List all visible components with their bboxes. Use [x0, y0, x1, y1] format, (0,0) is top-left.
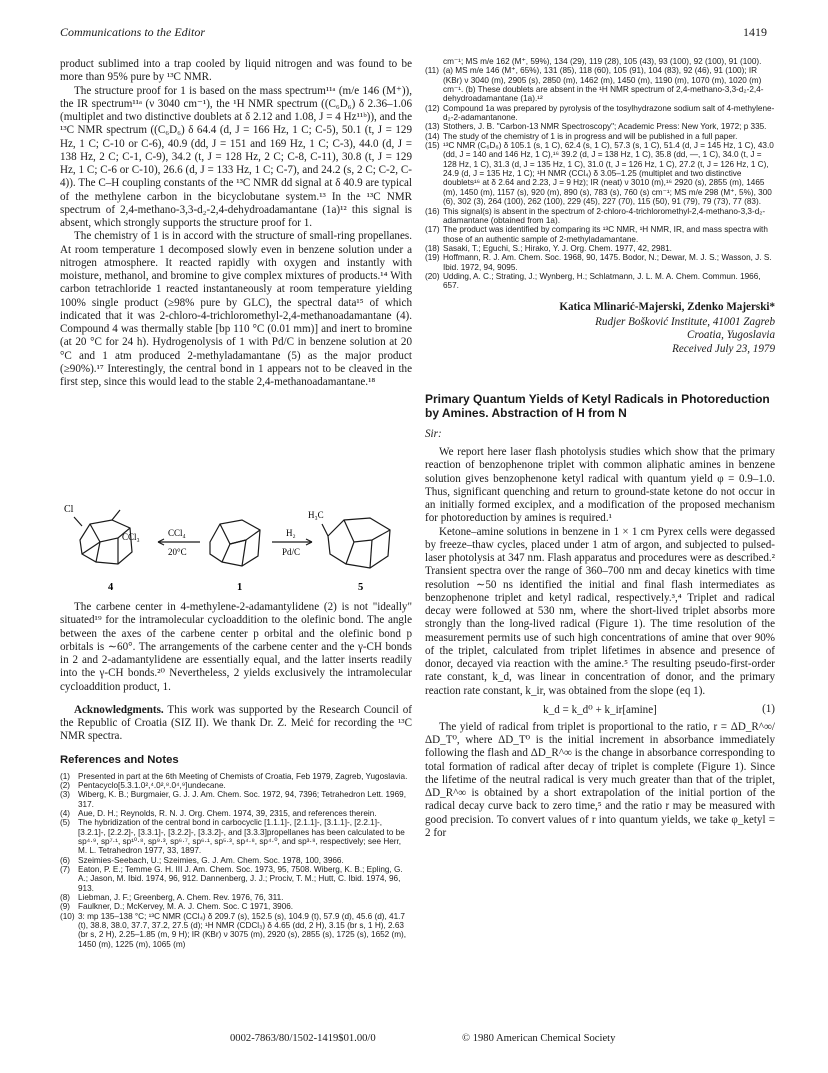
- compound-label-5: 5: [358, 582, 364, 593]
- reaction-scheme: [60, 502, 412, 597]
- footer-code: 0002-7863/80/1502-1419$01.00/0: [230, 1033, 376, 1044]
- reference-item: (8) Liebman, J. F.; Greenberg, A. Chem. Rev. 1976, 76, 311.: [60, 892, 284, 902]
- equation-text: k_d = k_d⁰ + k_ir[amine]: [543, 703, 657, 716]
- compound-1-structure: [210, 520, 260, 566]
- article-body: [425, 446, 775, 840]
- reference-item: (3) Wiberg, K. B.; Burgmaier, G. J. J. Am. Chem. Soc. 1972, 94, 7396; Tetrahedron Lett. 1969, 317.: [60, 790, 406, 809]
- reference-item: (9) Faulkner, D.; McKervey, M. A. J. Chem. Soc. C 1971, 3906.: [60, 902, 294, 912]
- reference-item: (1) Presented in part at the 6th Meeting of Chemists of Croatia, Feb 1979, Zagreb, Yugoslavia.: [60, 771, 408, 781]
- paragraph-structure-proof: The structure proof for 1 is based on the mass spectrum¹¹ᵃ (m/e 146 (M⁺)), the IR spectrum¹¹ᵃ (ν 3040 cm⁻¹), the ¹H NMR spectrum ((C₆D₆) δ 2.36–1.06 (multiplet and two distinctive doublets at δ 2.12 and 1.08, J = 4 Hz¹¹ᵇ)), and the ¹³C NMR spectrum ((C₆D₆) δ 64.4 (d, J = 166 Hz, 1 C; C-5), 50.1 (t, J = 129 Hz, 1 C; C-10 or C-6), 40.9 (dd, J = 151 and 169 Hz, 1 C; C-3), 44.0 (d, J = 138 Hz, 2 C; C-1, C-9), 34.2 (t, J = 128 Hz, 2 C; C-8, C-11), 30.8 (t, J = 129 Hz, 1 C; C-6 or C-10), 26.6 (d, J = 133 Hz, 1 C; C-7), and 24.2 (s, 2 C; C-2, C-4)). The C–H coupling constants of the ¹³C NMR dd signal at δ 40.9 are typical of the methylene carbon in the bicyclobutane system.¹³ In the ¹³C NMR spectrum of 2,4-methano-3,3-d₂-2,4-dehydroadamantane (1a)¹² this signal is absent, which strongly supports the structure proof for 1.: [60, 84, 412, 229]
- scheme-reagent2-bottom: Pd/C: [282, 547, 301, 557]
- reference-item: (12) Compound 1a was prepared by pyrolysis of the tosylhydrazone sodium salt of 4-methylene-d₂-2-adamantanone.: [425, 103, 775, 123]
- references-list-left: [60, 772, 412, 950]
- reference-item: (5) The hybridization of the central bond in carbocyclic [1.1.1]-, [2.1.1]-, [3.1.1]-, [2.2.1]-, [3.2.1]-, [2.2.2]-, [3.3.1]-, [3.2.2]-, [3.3.2]-, and [3.3.3]propellanes has been calculated to be sp⁴·⁹, sp⁷·¹, sp¹⁰·⁸, sp⁹·³, sp⁶·⁷, sp⁶·¹, sp⁵·³, sp⁴·⁸, sp⁴·⁰, and sp³·⁸, respectively; see Herr, M. L. Tetrahedron 1977, 33, 1897.: [60, 818, 405, 856]
- affiliation-line-2: Croatia, Yugoslavia: [687, 329, 775, 342]
- affiliation-line-1: Rudjer Bošković Institute, 41001 Zagreb: [595, 315, 775, 328]
- scheme-reagent2-top: H₂: [286, 528, 296, 538]
- reference-item: (17) The product was identified by comparing its ¹³C NMR, ¹H NMR, IR, and mass spectra with those of an authentic sample of 2-methyladamantane.: [425, 225, 768, 244]
- reference-item: (18) Sasaki, T.; Eguchi, S.; Hirako, Y. J. Org. Chem. 1977, 42, 2981.: [425, 243, 672, 253]
- reference-item: (4) Aue, D. H.; Reynolds, R. N. J. Org. Chem. 1974, 39, 2315, and references therein.: [60, 808, 377, 818]
- left-column-lower: [60, 601, 412, 949]
- right-column: [425, 57, 775, 840]
- paragraph-yield: The yield of radical from triplet is proportional to the ratio, r = ΔD_R^∞/ΔD_T⁰, where ΔD_T⁰ is the initial increment in absorbance immediately following the flash and ΔD_R^∞ is the change in absorbance corresponding to total formation of radical after decay of triplet is complete (Figure 1). Since the lifetime of the neutral radical is very much greater than that of the triplet, ΔD_R^∞ is obtained by a short extrapolation of the initial portion of the radical decay curve back to zero time,⁵ and the ratio r may be measured with good precision. To convert values of r into quantum yields, we take φ_ketyl = 2 for: [425, 720, 775, 839]
- reference-item: (14) The study of the chemistry of 1 is in progress and will be published in a full paper.: [425, 131, 738, 141]
- reference-item: (2) Pentacyclo[5.3.1.0²,⁴.0²,⁸.0⁴,⁹]undecane.: [60, 780, 226, 790]
- scheme-label-ccl3: CCl₃: [122, 532, 140, 542]
- running-head: Communications to the Editor: [60, 25, 205, 39]
- paragraph-product-sublimed: product sublimed into a trap cooled by liquid nitrogen and was found to be more than 95% pure by ¹³C NMR.: [60, 58, 412, 84]
- reference-item: (7) Eaton, P. E.; Temme G. H. III J. Am. Chem. Soc. 1973, 95, 7508. Wiberg, K. B.; Epling, G. A.; Jason, M. Ibid. 1974, 96, 912. Dannenberg, J. J.; Prociv, T. M.; Hutt, C. Ibid. 1974, 96, 913.: [60, 864, 403, 893]
- paragraph-chemistry: The chemistry of 1 is in accord with the structure of small-ring propellanes. At room temperature 1 decomposed slowly even in benzene solution under a nitrogen atmosphere. It reacted rapidly with oxygen and instantly with moisture, methanol, and bromine to give complex mixtures of products.¹⁴ With carbon tetrachloride 1 reacted instantaneously at room temperature yielding 100% single product (≥98% pure by GLC), the spectral data¹⁵ of which indicated that it was 2-chloro-4-trichloromethyl-2,4-methanoadamantane (4). Compound 4 was thermally stable [bp 110 °C (0.01 mm)] and inert to bromine (at 20 °C for 24 h). Hydrogenolysis of 1 with Pd/C in benzene solution at 20 °C and 1 atm produced 2-methyladamantane (5) as the major product (≥90%).¹⁷ Interestingly, the central bond in 1 appears not to be cleaved in the first step, since this would lead to the stable 2,4-methanoadamantane.¹⁸: [60, 230, 412, 388]
- reference-item: (10) 3: mp 135–138 °C; ¹³C NMR (CCl₄) δ 209.7 (s), 152.5 (s), 104.9 (t), 57.9 (d), 45.6 (d), 41.7 (t), 38.8, 38.0, 37.7, 37.2, 27.5 (d); ¹H NMR (CDCl₃) δ 4.65 (dd, 2 H), 3.15 (br s, 1 H), 2.63 (br s, 2 H), 2.25–1.85 (m, 9 H); IR (KBr) ν 3075 (m), 2920 (s), 2855 (s), 1725 (s), 1652 (m), 1450 (m), 1225 (m), 1065 (m): [60, 911, 407, 949]
- salutation: Sir:: [425, 428, 442, 441]
- scheme-reagent1-bottom: 20°C: [168, 547, 187, 557]
- paragraph-methods: Ketone–amine solutions in benzene in 1 × 1 cm Pyrex cells were degassed by freeze–thaw cycles, placed under 1 atm of argon, and subjected to pulsed-laser photolysis at 347 nm. Flash apparatus and procedures were as described.² Transient spectra over the range of 360–700 nm and decay kinetics with time resolution ∼50 ns identified the initial and final flash intermediates as benzophenone triplet and ketyl radical, respectively.³,⁴ Triplet and radical decay were followed at 530 nm, where the short-lived triplet absorbs more strongly than the long-lived radical (Figure 1). The time resolution of the measurement permits use of such high concentrations of amine that over 90% of the triplet, calculated from triplet lifetimes in absence and presence of donor, decayed via reaction with the amine.⁵ The resulting pseudo-first-order rate constant, k_d, was linear in concentration of donor, and the primary reaction rate constant, k_ir, was obtained from the slope (eq 1).: [425, 525, 775, 697]
- equation-1: [425, 703, 775, 716]
- reference-item: (6) Szeimies-Seebach, U.; Szeimies, G. J. Am. Chem. Soc. 1978, 100, 3966.: [60, 855, 344, 865]
- reference-item: (11) (a) MS m/e 146 (M⁺, 65%), 131 (85), 118 (60), 105 (91), 104 (83), 92 (46), 91 (100); IR (KBr) ν 3040 (m), 2905 (s), 2850 (m), 1462 (m), 1450 (m), 1190 (m), 1070 (m), 1020 (m) cm⁻¹. (b) These doublets are absent in the ¹H NMR spectrum of 2,4-methano-3,3-d₂-2,4-dehydroadamantane (1a).¹²: [425, 66, 764, 104]
- footer-copyright: © 1980 American Chemical Society: [462, 1033, 616, 1044]
- paragraph-intro: We report here laser flash photolysis studies which show that the primary reaction of benzophenone triplet with common aliphatic amines in benzene solution gives benzophenone ketyl radical with quantum yield φ = 0.9–1.0. Thus, significant quenching and return to ground-state ketone do not occur in an initially formed exciplex, and a modification of the proposed mechanism for photoreduction by amines is required.¹: [425, 446, 775, 525]
- article-title: Primary Quantum Yields of Ketyl Radicals in Photoreduction by Amines. Abstraction of H from N: [425, 392, 770, 421]
- compound-5-structure: [322, 518, 390, 568]
- compound-label-1: 1: [237, 582, 243, 593]
- reference-item: (19) Hoffmann, R. J. Am. Chem. Soc. 1968, 90, 1475. Bodor, N.; Dewar, M. J. S.; Wasson, J. S. Ibid. 1972, 94, 9095.: [425, 253, 772, 272]
- reference-item: (15) ¹³C NMR (C₆D₆) δ 105.1 (s, 1 C), 62.4 (s, 1 C), 57.3 (s, 1 C), 51.4 (d, J = 145 Hz, 1 C), 43.0 (dd, J = 140 and 146 Hz, 1 C),¹⁶ 39.2 (d, J = 138 Hz, 1 C), 35.8 (dd, —, 1 C), 34.0 (t, J = 128 Hz, 1 C), 31.3 (d, J = 135 Hz, 1 C), 31.0 (t, J = 126 Hz, 1 C), 27.2 (t, J = 126 Hz, 1 C), 24.9 (d, J = 135 Hz, 1 C); ¹H NMR (CCl₄) δ 3.05–1.25 (multiplet and two distinctive doublets¹⁶ at δ 2.64 and 2.23, J = 9 Hz); IR (neat) ν 3010 (m),¹⁶ 2920 (s), 2855 (m), 1465 (m), 1450 (m), 1157 (s), 920 (m), 890 (s), 783 (s), 760 (s) cm⁻¹; MS m/e 298 (M⁺, 5%), 300 (6), 302 (3), 264 (100), 262 (100), 229 (45), 227 (70), 115 (50), 91 (79), 79 (73), 77 (83).: [425, 141, 774, 207]
- received-date: Received July 23, 1979: [672, 342, 775, 355]
- acknowledgment-text: This work was supported by the Research Council of the Republic of Croatia (SIZ II). We thank Dr. Z. Meić for recording the ¹³C NMR spectra.: [60, 703, 413, 743]
- scheme-reagent1-top: CCl₄: [168, 528, 186, 538]
- references-heading: References and Notes: [60, 753, 179, 766]
- reference-item: (20) Udding, A. C.; Strating, J.; Wynberg, H.; Schlatmann, J. L. M. A. Chem. Commun. 1966, 657.: [425, 271, 761, 291]
- scheme-label-cl: Cl: [64, 504, 74, 515]
- left-column: [60, 58, 412, 389]
- scheme-label-h3c: H₃C: [308, 510, 324, 520]
- equation-number: (1): [762, 702, 775, 715]
- acknowledgment-heading: Acknowledgments.: [74, 703, 164, 716]
- paragraph-carbene: The carbene center in 4-methylene-2-adamantylidene (2) is not "ideally" situated¹⁹ for the intramolecular cycloaddition to the olefinic bond. The angle between the axes of the carbene center p orbital and the olefinic bond p orbitals is ∼60°. The arrangements of the carbene center and the γ-CH bonds in 2 and 2-adamantylidene are essentially equal, and the latter inserts readily into the γ-CH bonds.²⁰ Nevertheless, 2 yields exclusively the intramolecular cycloaddition product, 1.: [60, 601, 412, 693]
- reference-item: (13) Stothers, J. B. "Carbon-13 NMR Spectroscopy"; Academic Press: New York, 1972; p 335.: [425, 122, 767, 132]
- page-number: 1419: [743, 25, 767, 39]
- reference-item: (16) This signal(s) is absent in the spectrum of 2-chloro-4-trichloromethyl-2,4-methano-3,3-d₂-adamantane (obtained from 1a).: [425, 206, 766, 225]
- reference-item: cm⁻¹; MS m/e 162 (M⁺, 59%), 134 (29), 119 (28), 105 (43), 93 (100), 92 (100), 91 (100).: [443, 57, 762, 66]
- references-list-right: [425, 57, 775, 291]
- compound-label-4: 4: [108, 582, 114, 593]
- authors: Katica Mlinarić-Majerski, Zdenko Majerski*: [559, 300, 775, 313]
